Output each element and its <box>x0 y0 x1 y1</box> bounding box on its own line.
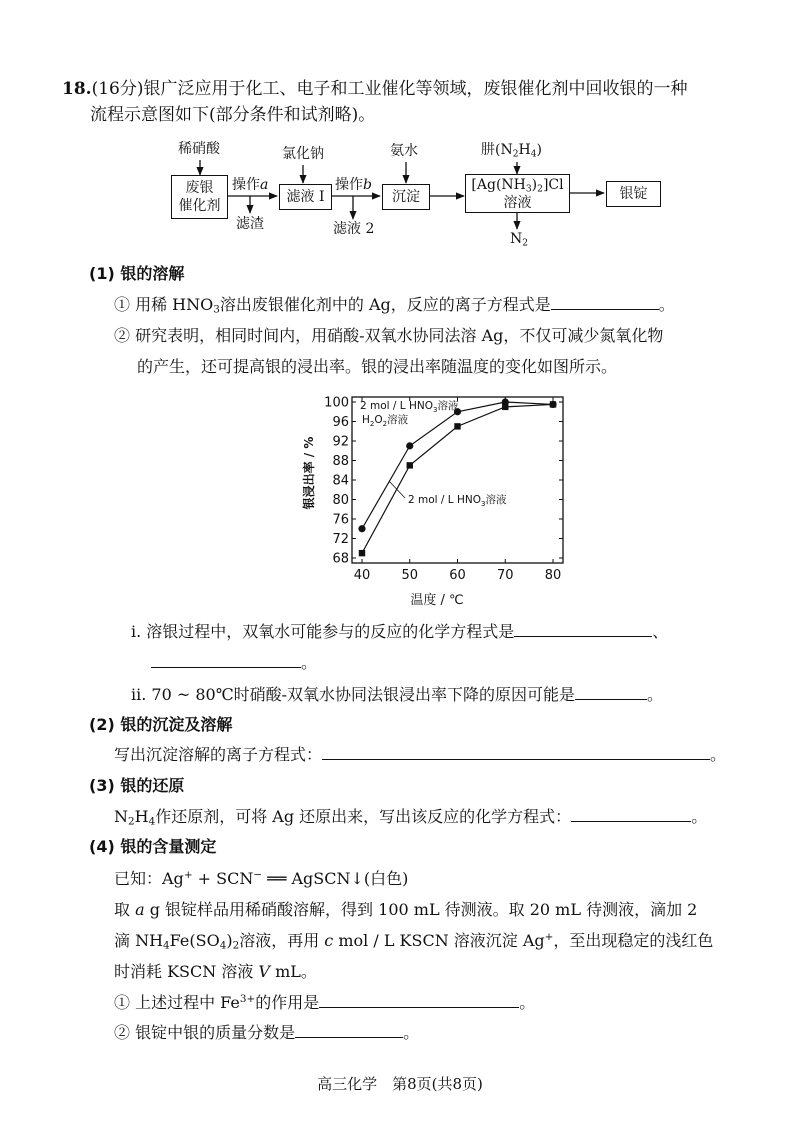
part3-text <box>114 806 707 828</box>
op-a-var: a <box>260 177 269 193</box>
complex-sub1: 3 <box>525 183 532 194</box>
complex-c: ]Cl <box>542 176 564 193</box>
box-complex-solution <box>465 174 570 213</box>
op-b-prefix: 操作 <box>335 177 363 193</box>
part1-qi-sep: 、 <box>652 622 669 641</box>
x-tick-label: 80 <box>544 568 562 583</box>
answer-blank-1-2b[interactable] <box>151 652 301 668</box>
box-silver-ingot: 银锭 <box>606 181 661 207</box>
op-a-label <box>232 177 268 193</box>
part4-p3 <box>114 961 317 983</box>
part4-p2-sub3: 2 <box>232 939 240 952</box>
part3-t-b: H <box>134 807 149 826</box>
part3-sub1: 2 <box>128 815 135 828</box>
box-complex-l2: 溶液 <box>503 194 532 211</box>
part4-p3-a: 时消耗 KSCN 溶液 <box>114 962 259 981</box>
part3-sub2: 4 <box>148 815 156 828</box>
part4-known-sup1: + <box>183 868 193 881</box>
answer-blank-1-1[interactable] <box>551 294 659 310</box>
part4-heading: (4) 银的含量测定 <box>89 837 217 856</box>
answer-blank-3[interactable] <box>571 806 691 822</box>
part1-qi-end: 。 <box>301 653 318 672</box>
data-point-circle <box>358 525 365 532</box>
box-waste-catalyst <box>171 175 228 219</box>
part4-p2-sup: + <box>544 930 554 943</box>
y-tick-label: 76 <box>332 512 349 528</box>
complex-b: ) <box>531 176 538 193</box>
data-point-square <box>454 423 460 429</box>
y-tick-label: 68 <box>332 551 349 567</box>
part4-q2-end: 。 <box>403 1023 420 1042</box>
part1-q2-line1: ② 研究表明，相同时间内，用硝酸-双氧水协同法溶 Ag，不仅可减少氮氧化物 <box>114 326 664 345</box>
part4-q1-end: 。 <box>519 993 536 1012</box>
op-b-var: b <box>363 177 372 193</box>
part4-q2 <box>114 1022 419 1044</box>
part1-q1-a: ① 用稀 HNO <box>114 295 214 314</box>
answer-blank-4-2[interactable] <box>295 1022 403 1038</box>
part4-p2-b: Fe(SO <box>169 931 220 950</box>
part1-q2-line2: 的产生，还可提高银的浸出率。银的浸出率随温度的变化如图所示。 <box>137 357 618 376</box>
intro-text-1: 银广泛应用于化工、电子和工业催化等领域，废银催化剂中回收银的一种 <box>143 79 688 99</box>
part4-p2-c: ) <box>226 931 233 950</box>
question-number: 18. <box>62 79 92 99</box>
part1-q1 <box>114 294 675 316</box>
part1-qi-line2 <box>151 652 317 674</box>
part4-p2 <box>114 930 713 952</box>
data-point-circle <box>406 442 413 449</box>
part1-q1-end: 。 <box>658 295 675 314</box>
part1-qii <box>131 684 663 706</box>
reagent-ammonia: 氨水 <box>390 143 418 159</box>
box-waste-l2: 催化剂 <box>178 198 221 214</box>
part4-p2-a: 滴 NH <box>114 931 164 950</box>
box-filtrate1: 滤液 I <box>279 184 332 210</box>
part4-p3-var: V <box>258 962 270 981</box>
reagent-acid: 稀硝酸 <box>178 141 220 157</box>
hydrazine-prefix: 肼(N <box>481 142 513 158</box>
annot-upper-line2: $H_2O_2$溶液 <box>362 414 409 428</box>
part4-p2-e: mol / L KSCN 溶液沉淀 Ag <box>333 931 545 950</box>
part4-p2-f: ，至出现稳定的浅红色 <box>553 931 714 950</box>
part4-p3-b: mL。 <box>269 962 317 981</box>
y-tick-label: 88 <box>332 454 349 469</box>
residue-label: 滤渣 <box>236 216 264 232</box>
x-tick-label: 50 <box>401 568 419 583</box>
part2-text <box>114 744 726 766</box>
n2-sub: 2 <box>522 238 529 249</box>
part2-text-main: 写出沉淀溶解的离子方程式： <box>114 745 323 764</box>
annot-upper-line1: 2 mol / L $HNO_3$溶液 <box>360 400 459 414</box>
part4-p1-b: g 银锭样品用稀硝酸溶解，得到 100 mL 待测液。取 20 mL 待测液，滴加 2 <box>144 900 698 919</box>
y-tick-label: 84 <box>332 473 349 489</box>
part4-q1-b: 的作用是 <box>255 993 320 1012</box>
y-tick-label: 100 <box>324 395 349 411</box>
part4-p2-sub1: 4 <box>163 939 170 952</box>
part1-qi-text: i. 溶银过程中，双氧水可能参与的反应的化学方程式是 <box>131 622 515 641</box>
complex-sub2: 2 <box>537 183 543 194</box>
y-tick-label: 80 <box>332 493 349 508</box>
box-waste-l1: 废银 <box>185 180 214 196</box>
reagent-nacl: 氯化钠 <box>282 146 324 162</box>
page-footer: 高三化学 第8页(共8页) <box>317 1075 483 1093</box>
part4-q1-a: ① 上述过程中 Fe <box>114 993 240 1012</box>
data-point-square <box>359 550 365 556</box>
n2-label <box>510 231 528 247</box>
part2-heading: (2) 银的沉淀及溶解 <box>89 715 233 734</box>
part4-q1-sup: 3+ <box>239 992 256 1005</box>
y-tick-label: 92 <box>332 434 349 450</box>
chart-ylabel: 银浸出率 / % <box>302 436 316 510</box>
part4-known-a: 已知：Ag <box>114 869 184 888</box>
part4-known-b: + SCN <box>192 869 254 888</box>
part4-q1 <box>114 992 535 1014</box>
op-a-prefix: 操作 <box>232 177 260 193</box>
part4-known <box>114 868 408 890</box>
part1-q1-sub: 3 <box>213 303 220 316</box>
part1-qi <box>131 621 668 643</box>
part3-t-a: N <box>114 807 128 826</box>
leaching-rate-chart <box>295 385 570 610</box>
y-tick-label: 96 <box>332 415 349 430</box>
op-b-label <box>335 177 372 193</box>
part4-p1-var: a <box>135 900 145 919</box>
part4-p2-var: c <box>324 931 334 950</box>
x-tick-label: 60 <box>449 568 466 583</box>
answer-blank-1-2a[interactable] <box>514 621 652 637</box>
part1-qii-end: 。 <box>647 685 664 704</box>
box-precipitate: 沉淀 <box>382 184 430 210</box>
part3-t-c: 作还原剂，可将 Ag 还原出来，写出该反应的化学方程式： <box>155 807 572 826</box>
annot-lower: 2 mol / L $HNO_3$溶液 <box>408 494 507 508</box>
annot-lower-leader <box>389 481 405 498</box>
flow-arrows <box>0 0 800 260</box>
hydrazine-sub1: 2 <box>512 149 519 160</box>
data-point-square <box>407 462 413 468</box>
chart-xlabel: 温度 / ℃ <box>410 593 464 608</box>
question-points: (16分) <box>91 79 144 99</box>
reagent-hydrazine <box>481 142 542 158</box>
intro-text-2: 流程示意图如下(部分条件和试剂略)。 <box>90 105 376 125</box>
box-complex-l1 <box>471 176 563 194</box>
part4-p1 <box>114 899 697 921</box>
part1-qii-text: ii. 70 ~ 80℃时硝酸-双氧水协同法银浸出率下降的原因可能是 <box>131 685 576 704</box>
complex-a: [Ag(NH <box>471 176 526 193</box>
part4-known-c: ══ AgSCN↓(白色) <box>262 869 409 888</box>
part1-heading: (1) 银的溶解 <box>89 264 185 283</box>
filtrate2-label: 滤液 2 <box>333 221 375 237</box>
x-tick-label: 70 <box>496 568 514 583</box>
part2-end: 。 <box>710 745 727 764</box>
part1-q1-b: 溶出废银催化剂中的 Ag，反应的离子方程式是 <box>219 295 551 314</box>
part4-p1-a: 取 <box>114 900 136 919</box>
part4-p2-d: 溶液，再用 <box>239 931 325 950</box>
part4-p2-sub2: 4 <box>219 939 227 952</box>
hydrazine-sub2: 4 <box>530 149 537 160</box>
answer-blank-1-3[interactable] <box>575 684 647 700</box>
part3-end: 。 <box>691 807 708 826</box>
hydrazine-mid: H <box>518 142 531 158</box>
hydrazine-suffix: ) <box>536 142 542 158</box>
part4-q2-a: ② 银锭中银的质量分数是 <box>114 1023 296 1042</box>
part3-heading: (3) 银的还原 <box>89 776 185 795</box>
data-point-square <box>550 401 556 407</box>
answer-blank-4-1[interactable] <box>319 992 519 1008</box>
answer-blank-2[interactable] <box>322 744 710 760</box>
part4-known-sup2: − <box>253 868 263 881</box>
data-point-square <box>502 404 508 410</box>
y-tick-label: 72 <box>332 532 349 547</box>
x-tick-label: 40 <box>353 568 371 583</box>
n2-main: N <box>510 231 523 247</box>
